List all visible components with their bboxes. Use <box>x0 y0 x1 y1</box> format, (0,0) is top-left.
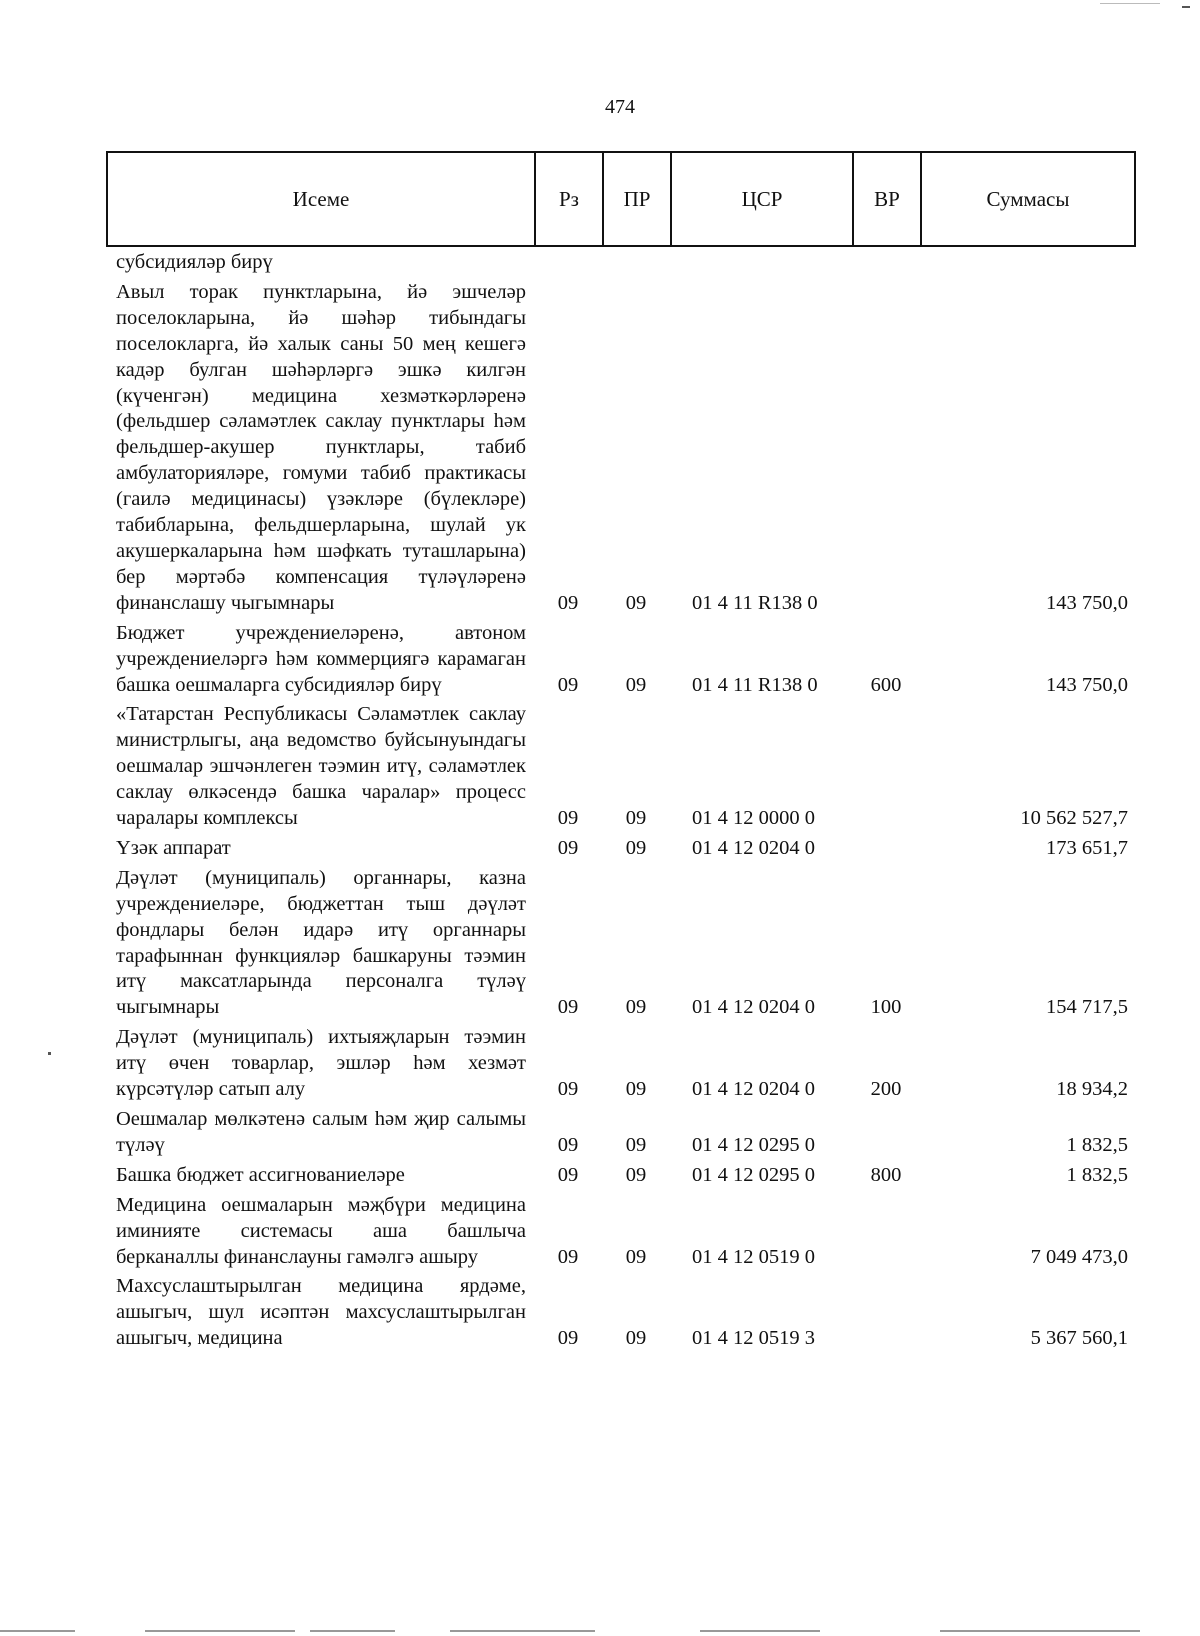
scan-mark <box>1182 6 1190 8</box>
row-rz <box>534 250 602 276</box>
row-pr: 09 <box>625 1245 647 1268</box>
row-name: Башка бюджет ассигнованиеләре <box>116 1163 405 1186</box>
row-rz: 09 <box>557 1163 579 1186</box>
table-row <box>108 1103 1134 1159</box>
row-csr: 01 4 12 0204 0 <box>692 1078 815 1101</box>
scan-mark <box>1100 3 1160 4</box>
table-row <box>108 1189 1134 1271</box>
row-sum: 154 717,5 <box>1046 996 1128 1019</box>
table-row <box>108 1159 1134 1189</box>
row-csr: 01 4 12 0295 0 <box>692 1163 815 1186</box>
page-number: 474 <box>605 96 635 118</box>
row-name: Медицина оешмаларын мәҗбүри медицина иминияте системасы аша башлыча берканаллы финанслауны гамәлгә ашыру <box>116 1193 526 1268</box>
row-csr: 01 4 12 0204 0 <box>692 836 815 859</box>
row-sum: 5 367 560,1 <box>1030 1327 1128 1350</box>
row-vr: 200 <box>870 1078 902 1101</box>
row-sum: 173 651,7 <box>1046 836 1128 859</box>
row-rz: 09 <box>557 1078 579 1101</box>
row-vr <box>852 698 920 832</box>
row-sum <box>920 250 1134 276</box>
row-sum: 18 934,2 <box>1056 1078 1128 1101</box>
row-csr <box>670 250 852 276</box>
row-rz: 09 <box>557 673 579 696</box>
scan-mark <box>700 1630 820 1632</box>
row-name: Дәүләт (муниципаль) ихтыяҗларын тәэмин итү өчен товарлар, эшләр һәм хезмәт күрсәтүләр сатып алу <box>116 1026 526 1101</box>
column-header-rz: Рз <box>535 152 603 246</box>
scan-mark <box>940 1630 1140 1632</box>
row-pr: 09 <box>625 996 647 1019</box>
row-pr: 09 <box>625 1078 647 1101</box>
row-rz: 09 <box>557 1245 579 1268</box>
table-row <box>108 862 1134 1021</box>
table-row <box>108 250 1134 276</box>
column-header-pr: ПР <box>603 152 671 246</box>
row-rz: 09 <box>557 1133 579 1156</box>
row-rz: 09 <box>557 996 579 1019</box>
row-pr: 09 <box>625 807 647 830</box>
table-row <box>108 617 1134 699</box>
row-pr: 09 <box>625 1163 647 1186</box>
row-pr: 09 <box>625 836 647 859</box>
row-vr <box>852 1270 920 1352</box>
row-sum: 1 832,5 <box>1066 1133 1128 1156</box>
scan-mark <box>48 1052 51 1055</box>
row-rz: 09 <box>557 591 579 614</box>
scan-mark <box>310 1630 395 1632</box>
row-csr: 01 4 11 R138 0 <box>692 673 818 696</box>
row-vr <box>852 832 920 862</box>
table-row <box>108 832 1134 862</box>
row-name: Бюджет учреждениеләренә, автоном учреждениеләргә һәм коммерциягә карамаган башка оешмаларга субсидияләр бирү <box>116 621 526 696</box>
row-pr <box>602 250 670 276</box>
row-csr: 01 4 12 0000 0 <box>692 807 815 830</box>
column-header-vr: ВР <box>853 152 921 246</box>
table-row <box>108 1021 1134 1103</box>
scan-mark <box>450 1630 595 1632</box>
row-name: Махсуслаштырылган медицина ярдәме, ашыгыч, шул исәптән махсуслаштырылган ашыгыч, медицина <box>116 1275 526 1350</box>
row-pr: 09 <box>625 1133 647 1156</box>
row-vr: 600 <box>870 673 902 696</box>
row-pr: 09 <box>625 673 647 696</box>
row-csr: 01 4 12 0295 0 <box>692 1133 815 1156</box>
row-vr: 100 <box>870 996 902 1019</box>
row-csr: 01 4 11 R138 0 <box>692 591 818 614</box>
table-row <box>108 698 1134 832</box>
row-vr <box>852 276 920 617</box>
row-sum: 7 049 473,0 <box>1030 1245 1128 1268</box>
scan-mark <box>145 1630 295 1632</box>
row-sum: 1 832,5 <box>1066 1163 1128 1186</box>
scan-mark <box>0 1630 75 1632</box>
row-name: «Татарстан Республикасы Сәламәтлек саклау министрлыгы, аңа ведомство буйсынуындагы оешмалар эшчәнлеген тәэмин итү, сәламәтлек саклау өлкәсендә башка чаралар» процесс чаралары комплексы <box>116 703 526 830</box>
row-sum: 143 750,0 <box>1046 673 1128 696</box>
row-vr: 800 <box>870 1163 902 1186</box>
row-name: Оешмалар мөлкәтенә салым һәм җир салымы түләү <box>116 1108 526 1156</box>
row-rz: 09 <box>557 836 579 859</box>
table-row <box>108 276 1134 617</box>
column-header-sum: Суммасы <box>921 152 1135 246</box>
row-rz: 09 <box>557 807 579 830</box>
row-vr <box>852 1103 920 1159</box>
row-sum: 143 750,0 <box>1046 591 1128 614</box>
row-sum: 10 562 527,7 <box>1020 807 1128 830</box>
row-rz: 09 <box>557 1327 579 1350</box>
row-csr: 01 4 12 0204 0 <box>692 996 815 1019</box>
row-name: субсидияләр бирү <box>116 251 273 273</box>
row-vr <box>852 250 920 276</box>
column-header-csr: ЦСР <box>671 152 853 246</box>
row-name: Дәүләт (муниципаль) органнары, казна учреждениеләре, бюджеттан тыш дәүләт фондлары белән идарә итү органнары тарафыннан функцияләр башкаруны тәэмин итү максатларында персоналга түләү чыгымнары <box>116 866 526 1019</box>
row-name: Үзәк аппарат <box>116 836 231 859</box>
row-csr: 01 4 12 0519 0 <box>692 1245 815 1268</box>
row-name: Авыл торак пунктларына, йә эшчеләр поселокларына, йә шәһәр тибындагы поселокларга, йә халык саны 50 мең кешегә кадәр булган шәһәрләргә эшкә килгән (күченгән) медицина хезмәткәрләренә (фельдшер сәламәтлек саклау пунктлары һәм фельдшер-акушер пунктлары, табиб амбулаторияләре, гомуми табиб практикасы (гаилә медицинасы) үзәкләре (бүлекләре) табибларына, фельдшерларына, шулай ук акушеркаларына һәм шәфкать туташларына) бер мәртәбә компенсация түләүләренә финанслашу чыгымнары <box>116 280 526 614</box>
table-header <box>106 151 1136 247</box>
budget-table <box>108 250 1134 1352</box>
row-csr: 01 4 12 0519 3 <box>692 1327 815 1350</box>
row-pr: 09 <box>625 591 647 614</box>
table-row <box>108 1270 1134 1352</box>
column-header-name: Исеме <box>107 152 535 246</box>
row-pr: 09 <box>625 1327 647 1350</box>
row-vr <box>852 1189 920 1271</box>
